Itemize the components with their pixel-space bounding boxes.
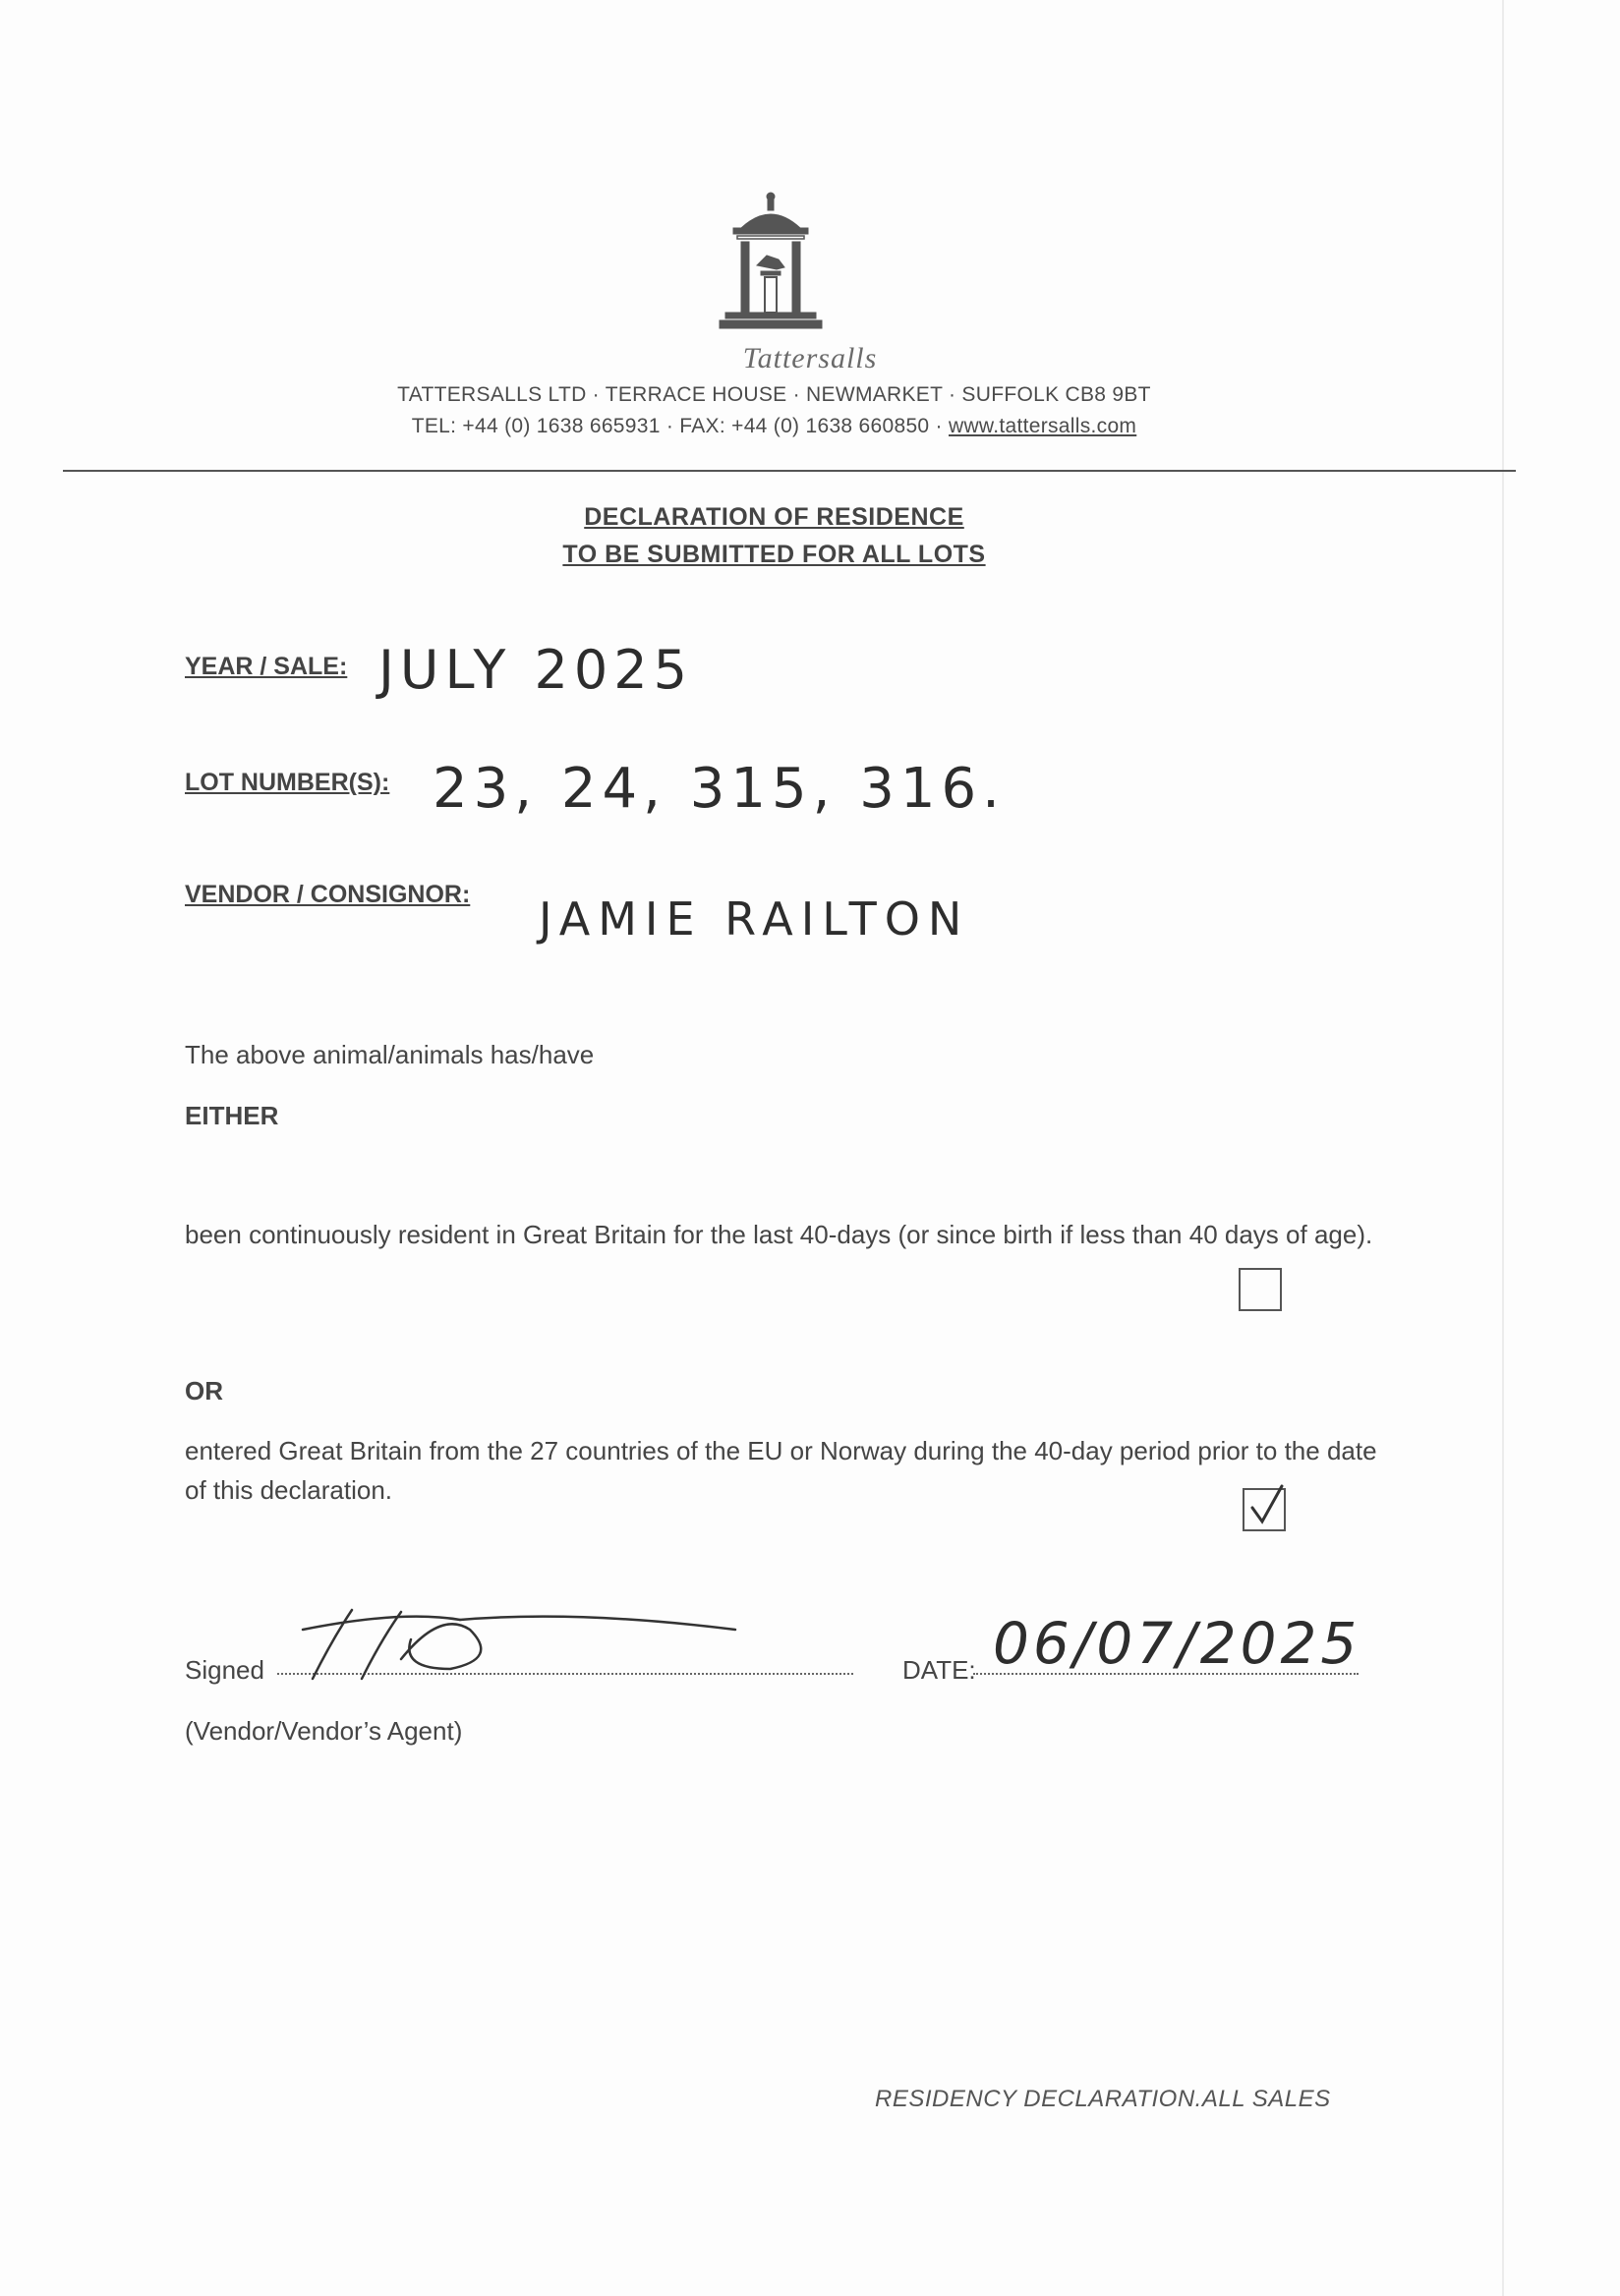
contact-line — [0, 415, 1548, 438]
or-heading: OR — [185, 1376, 223, 1406]
vendor-consignor-label: VENDOR / CONSIGNOR: — [185, 881, 471, 908]
year-sale-value: JULY 2025 — [378, 639, 693, 701]
document-title: DECLARATION OF RESIDENCE — [584, 503, 964, 531]
footer-text: RESIDENCY DECLARATION.ALL SALES — [875, 2086, 1331, 2112]
vendor-agent-label: (Vendor/Vendor’s Agent) — [185, 1716, 463, 1746]
date-value: 06/07/2025 — [993, 1610, 1361, 1677]
year-sale-label: YEAR / SALE: — [185, 653, 348, 680]
brand-name: Tattersalls — [742, 342, 878, 374]
signed-label: Signed — [185, 1655, 264, 1685]
option2-text: entered Great Britain from the 27 countries of the EU or Norway during the 40-day period prior to the date of this declaration. — [185, 1436, 1377, 1505]
website-link[interactable]: www.tattersalls.com — [948, 415, 1137, 437]
option1-text: been continuously resident in Great Britain for the last 40-days (or since birth if less than 40 days of age). — [185, 1220, 1373, 1249]
document-subtitle: TO BE SUBMITTED FOR ALL LOTS — [562, 541, 986, 568]
lot-numbers-label: LOT NUMBER(S): — [185, 769, 390, 796]
date-label: DATE: — [902, 1655, 976, 1685]
signature-scribble-icon — [283, 1600, 745, 1689]
lot-numbers-value: 23, 24, 315, 316. — [433, 757, 1006, 821]
tattersalls-logo-icon — [712, 189, 830, 336]
intro-text: The above animal/animals has/have — [185, 1040, 595, 1069]
checkmark-icon — [1243, 1480, 1290, 1531]
header-divider — [63, 470, 1516, 472]
tel-fax: TEL: +44 (0) 1638 665931 · FAX: +44 (0) 1638 660850 · — [411, 415, 949, 437]
vendor-consignor-value: JAMIE RAILTON — [539, 892, 970, 946]
company-address: TATTERSALLS LTD · TERRACE HOUSE · NEWMARKET · SUFFOLK CB8 9BT — [397, 383, 1151, 406]
option1-checkbox[interactable] — [1239, 1268, 1282, 1311]
either-heading: EITHER — [185, 1101, 279, 1130]
